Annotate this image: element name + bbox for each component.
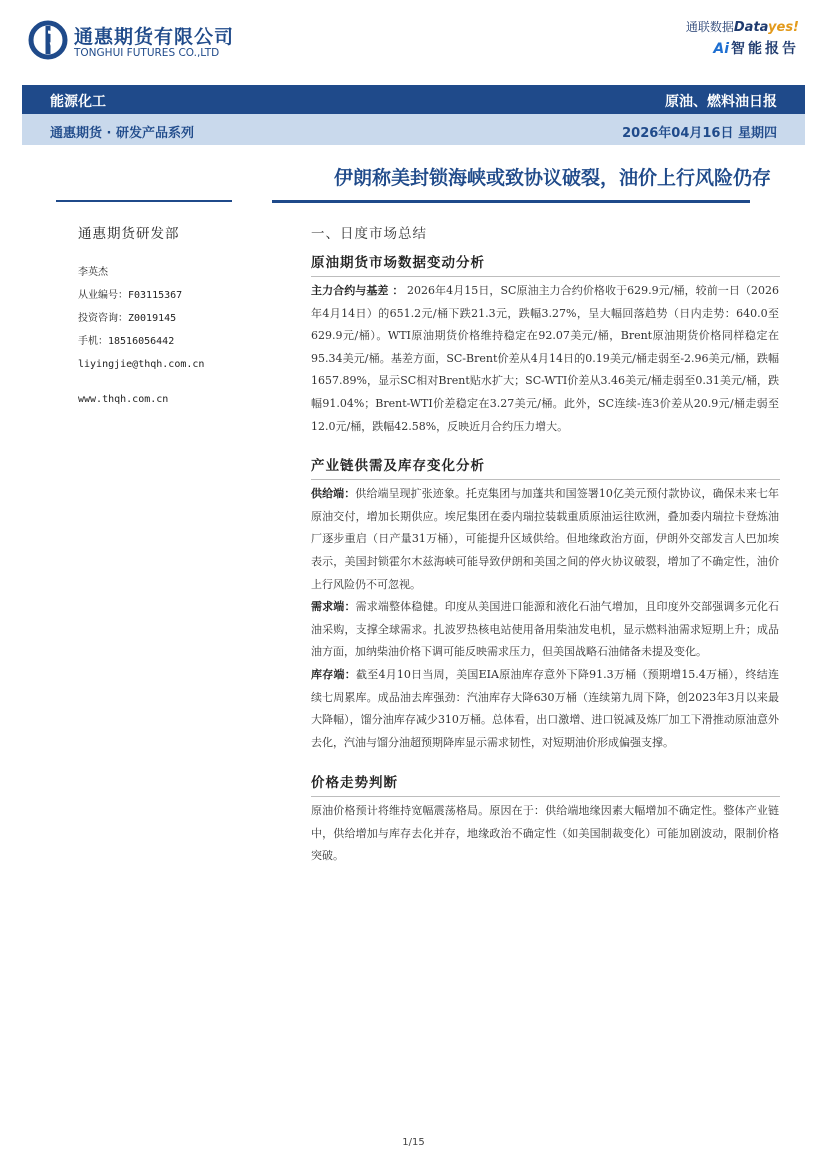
partner-ai-mark: Ai [713, 41, 729, 57]
futures-analysis-heading: 原油期货市场数据变动分析 [311, 255, 485, 271]
heading-divider [311, 276, 780, 277]
price-outlook-paragraph: 原油价格预计将维持宽幅震荡格局。原因在于：供给端地缘因素大幅增加不确定性。整体产业链中，供给增加与库存去化并存，地缘政治不确定性（如美国制裁变化）可能加剧波动，限制价格突破。 [311, 804, 779, 863]
contract-basis-lead: 主力合约与基差 ： [311, 284, 404, 297]
series-label: 通惠期货 · 研发产品系列 [50, 126, 194, 141]
phone-row [78, 330, 238, 353]
advisory-label: 投资咨询： [78, 313, 128, 324]
main-content [311, 222, 779, 868]
demand-paragraph [311, 596, 779, 664]
partner-yes: yes! [768, 20, 799, 35]
section-title: 一、日度市场总结 [311, 226, 427, 242]
author-sidebar [78, 222, 238, 411]
advisory-row [78, 307, 238, 330]
report-type-label: 原油、燃料油日报 [665, 94, 777, 110]
department-name: 通惠期货研发部 [78, 226, 180, 242]
report-date: 2026年04月16日 星期四 [622, 126, 777, 141]
website-link[interactable]: www.thqh.com.cn [78, 394, 169, 405]
contract-basis-text: 2026年4月15日，SC原油主力合约价格收于629.9元/桶，较前一日（2026年4月14日）的651.2元/桶下跌21.3元，跌幅3.27%，呈大幅回落趋势（日内走势：640.0至629.9元/桶）。WTI原油期货价格维持稳定在92.07美元/桶，Brent原油期货价格同样稳定在95.34美元/桶。基差方面，SC-Brent价差从4月14日的0.19美元/桶走弱至-2.96美元/桶，跌幅1657.89%，显示SC相对Brent贴水扩大；SC-WTI价差从3.46美元/桶走弱至0.31美元/桶，跌幅91.04%；Brent-WTI价差稳定在3.27美元/桶。此外，SC连续-连3价差从20.9元/桶走弱至12.0元/桶，跌幅42.58%，反映近月合约压力增大。 [311, 284, 779, 433]
analyst-name [78, 261, 238, 284]
futures-analysis-paragraph [311, 280, 779, 438]
series-band [22, 114, 805, 145]
inventory-lead: 库存端： [311, 667, 356, 681]
company-name-cn: 通惠期货有限公司 [74, 26, 235, 48]
website-row[interactable] [78, 388, 238, 411]
category-label: 能源化工 [50, 94, 106, 110]
company-name-en: TONGHUI FUTURES CO.,LTD [74, 47, 220, 59]
heading-divider [311, 479, 780, 480]
partner-prefix: 通联数据 [685, 20, 734, 34]
email-row[interactable] [78, 353, 238, 376]
license-value: F03115367 [128, 290, 183, 301]
supply-lead: 供给端： [311, 487, 356, 501]
license-row [78, 284, 238, 307]
partner-report-label: 智能报告 [731, 41, 799, 57]
partner-report-line [649, 38, 799, 58]
license-label: 从业编号： [78, 290, 128, 301]
supply-paragraph [311, 483, 779, 596]
phone-value: 18516056442 [108, 336, 175, 347]
partner-brand: Data [733, 20, 769, 35]
title-divider-left [56, 200, 232, 202]
partner-logo [649, 18, 799, 60]
report-title: 伊朗称美封锁海峡或致协议破裂，油价上行风险仍存 [333, 167, 771, 189]
inventory-paragraph [311, 664, 779, 754]
company-logo [28, 18, 235, 64]
page-number: 1/15 [402, 1137, 425, 1148]
category-band [22, 85, 805, 114]
advisory-value: Z0019145 [128, 313, 177, 324]
inventory-text: 截至4月10日当周，美国EIA原油库存意外下降91.3万桶（预期增15.4万桶），终结连续七周累库。成品油去库强劲：汽油库存大降630万桶（连续第九周下降，创2023年3月以来最大降幅），馏分油库存减少310万桶。总体看，出口激增、进口锐减及炼厂加工下滑推动原油意外去化，汽油与馏分油超预期降库显示需求韧性，对短期油价形成偏强支撑。 [311, 667, 779, 749]
heading-divider [311, 796, 780, 797]
price-outlook-heading: 价格走势判断 [311, 775, 398, 792]
phone-label: 手机： [78, 336, 108, 347]
title-divider-right [272, 200, 750, 203]
company-logo-icon [28, 20, 68, 60]
supply-demand-heading: 产业链供需及库存变化分析 [311, 458, 485, 475]
supply-text: 供给端呈现扩张迹象。托克集团与加蓬共和国签署10亿美元预付款协议，确保未来七年原油交付，增加长期供应。埃尼集团在委内瑞拉装载重质原油运往欧洲，叠加委内瑞拉卡登炼油厂逐步重启（日产量31万桶），可能提升区域供给。但地缘政治方面，伊朗外交部发言人巴加埃表示，美国封锁霍尔木兹海峡可能导致伊朗和美国之间的停火协议破裂，增加了不确定性，油价上行风险仍不可忽视。 [311, 487, 779, 591]
demand-text: 需求端整体稳健。印度从美国进口能源和液化石油气增加，且印度外交部强调多元化石油采购，支撑全球需求。扎波罗热核电站使用备用柴油发电机，显示燃料油需求短期上升；成品油方面，加纳柴油价格下调可能反映需求压力，但美国战略石油储备未提及变化。 [311, 600, 780, 659]
analyst-name-value: 李英杰 [78, 267, 108, 278]
email-link[interactable]: liyingjie@thqh.com.cn [78, 359, 205, 370]
demand-lead: 需求端： [311, 600, 356, 614]
partner-brand-line [649, 18, 799, 35]
